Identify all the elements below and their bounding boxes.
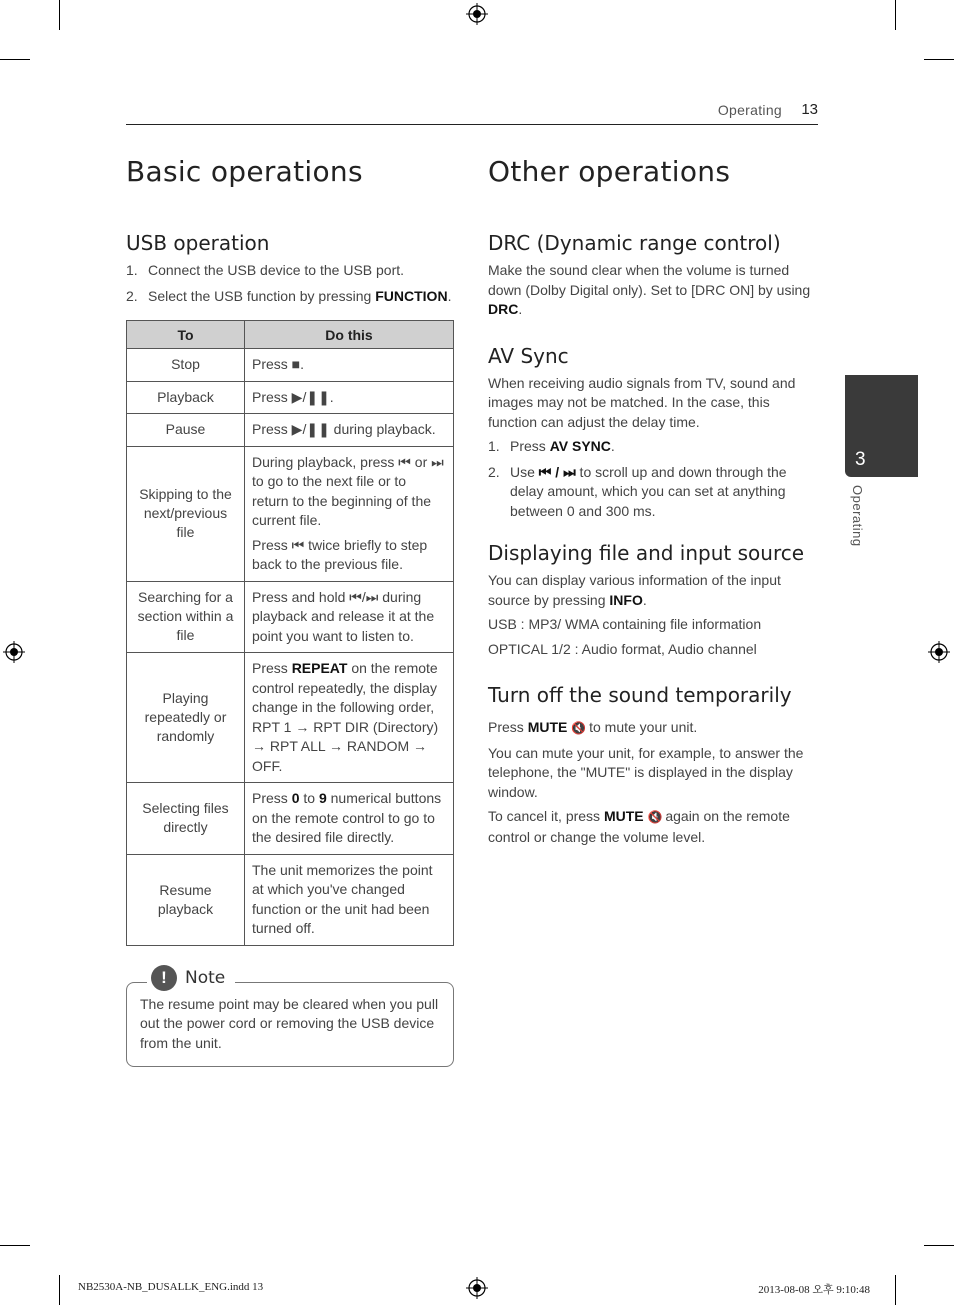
running-header [126,100,818,125]
crop-mark [924,1245,954,1246]
drc-text: Make the sound clear when the volume is turned down (Dolby Digital only). Set to [DRC ON] by using DRC. [488,262,811,317]
crop-mark [924,59,954,60]
list-item [126,261,454,281]
table-row [127,349,454,382]
table-cell-to: Resume playback [127,854,245,945]
step-number: 1. [488,438,500,454]
mute-icon: 🔇 [647,810,662,824]
table-row [127,581,454,653]
table-cell-to: Selecting files directly [127,783,245,855]
table-cell-do: The unit memorizes the point at which you've changed function or the unit had been turned off. [245,854,454,945]
footer-timestamp: 2013-08-08 오후 9:10:48 [758,1284,870,1296]
step-number: 1. [126,262,138,278]
column-header-do-this: Do this [245,321,454,349]
list-item [488,463,820,522]
table-cell-to: Playing repeatedly or randomly [127,653,245,783]
step-text: Use ⏮ / ⏭ to scroll up and down through the delay amount, which you can set at anything between 0 and 300 ms. [510,463,787,519]
table-row [127,783,454,855]
registration-mark-icon [466,1277,488,1299]
crop-mark [0,59,30,60]
av-sync-intro: When receiving audio signals from TV, sound and images may not be matched. In the case, this function can adjust the delay time. [488,374,796,430]
table-cell-do: Press ▶/❚❚ during playback. [245,414,454,447]
note-text: The resume point may be cleared when you pull out the power cord or removing the USB device from the unit. [140,995,439,1051]
table-cell-to: Stop [127,349,245,382]
column-header-to: To [127,321,245,349]
table-cell-do: Press and hold ⏮/⏭ during playback and release it at the point you want to listen to. [245,581,454,653]
av-sync-steps [488,437,820,521]
table-cell-do: Press 0 to 9 numerical buttons on the remote control to go to the desired file directly. [245,783,454,855]
step-number: 2. [126,287,138,304]
table-cell-to: Skipping to the next/previous file [127,446,245,581]
crop-mark [0,1245,30,1246]
chapter-label: Operating [850,485,865,547]
display-text: You can display various information of the input source by pressing INFO. [488,572,781,608]
crop-mark [895,1275,896,1305]
display-optical-line: OPTICAL 1/2 : Audio format, Audio channel [488,640,757,657]
usb-operations-table [126,320,454,946]
drc-heading: DRC (Dynamic range control) [488,231,781,255]
registration-mark-icon [928,641,950,663]
crop-mark [59,0,60,30]
registration-mark-icon [3,641,25,663]
usb-steps [126,261,454,306]
table-cell-do: Press REPEAT on the remote control repeatedly, the display change in the following order, RPT 1 → RPT DIR (Directory) → RPT ALL → RANDOM → OFF. [245,653,454,783]
step-text: Select the USB function by pressing FUNCTION. [148,287,452,304]
table-cell-to: Pause [127,414,245,447]
table-cell-do: Press ▶/❚❚. [245,381,454,414]
step-text: Connect the USB device to the USB port. [148,262,405,278]
chapter-number: 3 [855,449,866,470]
usb-operation-heading: USB operation [126,231,270,255]
step-number: 2. [488,463,500,480]
note-box [126,967,454,1068]
table-row [127,854,454,945]
exclamation-icon: ! [151,965,177,991]
page-number: 13 [801,101,818,118]
registration-mark-icon [466,3,488,25]
basic-operations-title: Basic operations [126,155,363,188]
mute-icon: 🔇 [571,721,586,735]
other-operations-title: Other operations [488,155,731,188]
mute-text-2: You can mute your unit, for example, to answer the telephone, the "MUTE" is displayed in the display window. [488,744,804,800]
table-cell-to: Playback [127,381,245,414]
table-cell-do: During playback, press ⏮ or ⏭ to go to the next file or to return to the beginning of the current file. Press ⏮ twice briefly to step back to the previous file. [245,446,454,581]
table-row [127,653,454,783]
table-cell-do: Press ■. [245,349,454,382]
crop-mark [895,0,896,30]
note-header [147,965,235,991]
left-column [126,155,454,1067]
list-item [488,437,820,457]
chapter-tab [845,375,918,477]
table-header-row [127,321,454,349]
av-sync-heading: AV Sync [488,343,569,368]
table-row [127,414,454,447]
mute-heading: Turn off the sound temporarily [488,683,792,707]
mute-text-1: Press MUTE 🔇 to mute your unit. [488,719,698,735]
table-cell-to: Searching for a section within a file [127,581,245,653]
step-text: Press AV SYNC. [510,438,615,454]
note-title: Note [185,967,226,988]
footer-file-name: NB2530A-NB_DUSALLK_ENG.indd 13 [78,1281,264,1293]
header-section: Operating [717,102,782,118]
crop-mark [59,1275,60,1305]
right-column [488,155,820,847]
list-item [126,287,454,307]
display-heading: Displaying file and input source [488,541,805,565]
display-usb-line: USB : MP3/ WMA containing file information [488,616,762,632]
mute-text-3: To cancel it, press MUTE 🔇 again on the remote control or change the volume level. [488,808,790,845]
table-row [127,381,454,414]
table-row [127,446,454,581]
